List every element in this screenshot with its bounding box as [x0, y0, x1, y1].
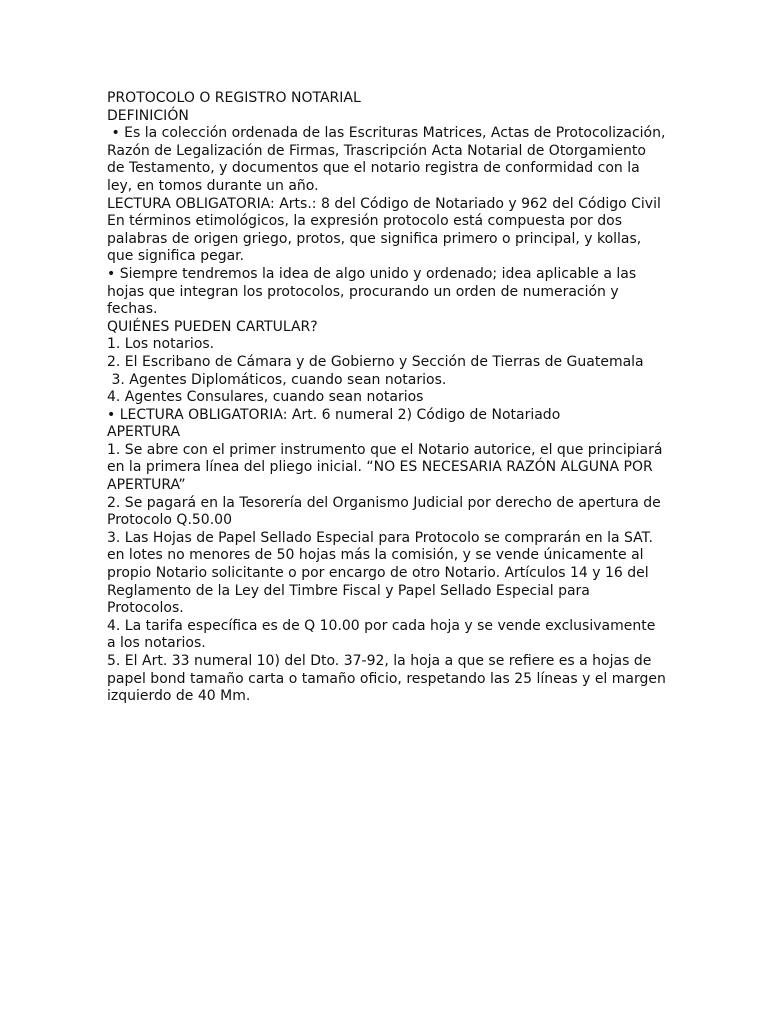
list-item-apertura-3: 3. Las Hojas de Papel Sellado Especial para Protocolo se comprarán en la SAT. en lotes no menores de 50 hojas más la comisión, y se vende únicamente al propio Notario solicitante o por encargo de otro Notario. Artículos 14 y 16 del Reglamento de la Ley del Timbre Fiscal y Papel Sellado Especial para Protocolos. [107, 529, 653, 617]
list-item-apertura-2: 2. Se pagará en la Tesorería del Organismo Judicial por derecho de apertura de Protocolo Q.50.00 [107, 494, 661, 529]
document-page [107, 90, 670, 706]
list-item-escribano: 2. El Escribano de Cámara y de Gobierno y Sección de Tierras de Guatemala [107, 353, 644, 370]
list-item-apertura-1: 1. Se abre con el primer instrumento que el Notario autorice, el que principiará en la primera línea del pliego inicial. “NO ES NECESARIA RAZÓN ALGUNA POR APERTURA” [107, 441, 663, 494]
section-heading-apertura: APERTURA [107, 424, 181, 441]
list-item-apertura-4: 4. La tarifa específica es de Q 10.00 por cada hoja y se vende exclusivamente a los notarios. [107, 617, 656, 652]
paragraph-definition: • Es la colección ordenada de las Escrituras Matrices, Actas de Protocolización, Razón de Legalización de Firmas, Trascripción Acta Notarial de Otorgamiento de Testamento, y documentos que el notario registra de conformidad con la ley, en tomos durante un año. [107, 125, 670, 194]
paragraph-lectura-obligatoria-1: LECTURA OBLIGATORIA: Arts.: 8 del Código de Notariado y 962 del Código Civil [107, 195, 661, 212]
paragraph-lectura-obligatoria-2: • LECTURA OBLIGATORIA: Art. 6 numeral 2) Código de Notariado [107, 406, 561, 423]
paragraph-etimologia: En términos etimológicos, la expresión protocolo está compuesta por dos palabras de origen griego, protos, que significa primero o principal, y kollas, que significa pegar. [107, 213, 642, 265]
section-heading-definicion: DEFINICIÓN [107, 107, 189, 124]
list-item-notarios: 1. Los notarios. [107, 336, 215, 353]
section-heading-quienes: QUIÉNES PUEDEN CARTULAR? [107, 318, 318, 335]
paragraph-idea-unido: • Siempre tendremos la idea de algo unido y ordenado; idea aplicable a las hojas que integran los protocolos, procurando un orden de numeración y fechas. [107, 265, 637, 318]
list-item-diplomaticos: 3. Agentes Diplomáticos, cuando sean notarios. [107, 371, 447, 388]
list-item-apertura-5: 5. El Art. 33 numeral 10) del Dto. 37-92, la hoja a que se refiere es a hojas de papel bond tamaño carta o tamaño oficio, respetando las 25 líneas y el margen izquierdo de 40 Mm. [107, 653, 666, 705]
list-item-consulares: 4. Agentes Consulares, cuando sean notarios [107, 389, 424, 406]
document-title: PROTOCOLO O REGISTRO NOTARIAL [107, 90, 361, 106]
